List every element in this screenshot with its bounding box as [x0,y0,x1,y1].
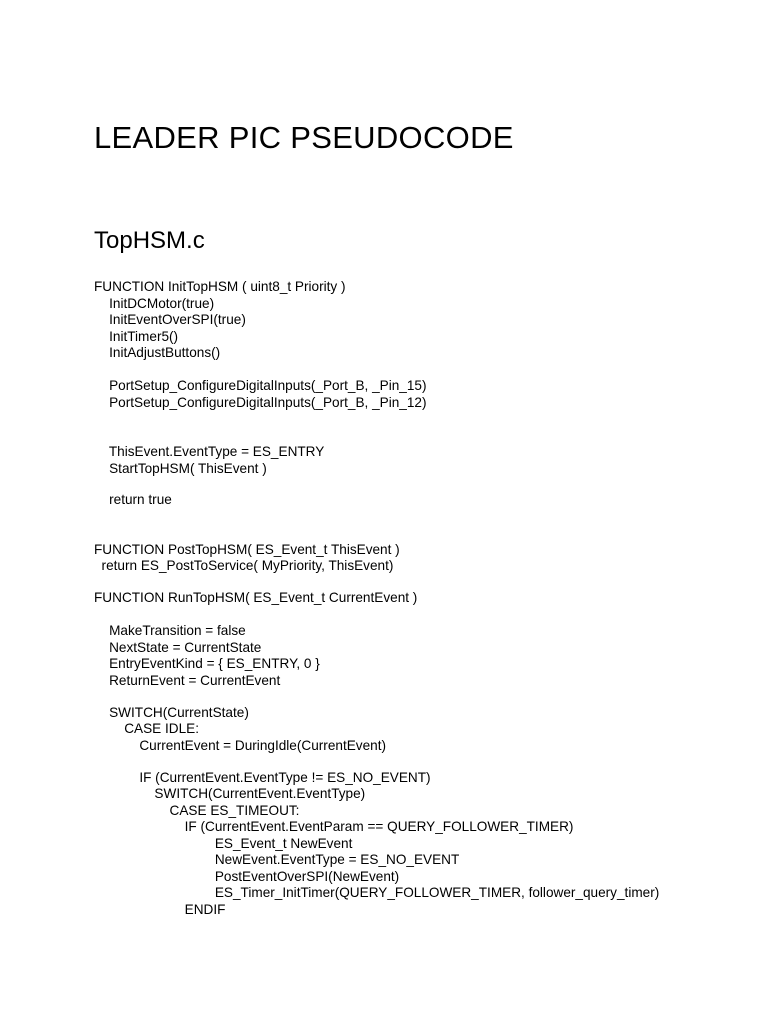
code-line: FUNCTION PostTopHSM( ES_Event_t ThisEvent ) [94,541,400,557]
code-line: PortSetup_ConfigureDigitalInputs(_Port_B, _Pin_12) [94,394,427,410]
code-line: FUNCTION InitTopHSM ( uint8_t Priority ) [94,279,346,294]
code-line: CurrentEvent = DuringIdle(CurrentEvent) [94,737,387,753]
code-line: InitEventOverSPI(true) [94,312,246,327]
code-line: SWITCH(CurrentEvent.EventType) [94,786,366,801]
code-line: ReturnEvent = CurrentEvent [94,672,281,688]
code-line: IF (CurrentEvent.EventType != ES_NO_EVENT) [94,769,431,785]
page-title: LEADER PIC PSEUDOCODE [94,120,514,155]
code-line: ES_Timer_InitTimer(QUERY_FOLLOWER_TIMER, follower_query_timer) [94,885,660,900]
code-line: InitAdjustButtons() [94,345,221,360]
code-line: ES_Event_t NewEvent [94,835,353,851]
code-line: ThisEvent.EventType = ES_ENTRY [94,444,325,459]
code-line: StartTopHSM( ThisEvent ) [94,460,267,476]
section-title: TopHSM.c [94,227,205,254]
code-line: CASE IDLE: [94,721,200,736]
code-line: InitDCMotor(true) [94,295,215,311]
code-line: return true [94,492,172,507]
code-line: FUNCTION RunTopHSM( ES_Event_t CurrentEvent ) [94,590,418,605]
code-line: PostEventOverSPI(NewEvent) [94,868,400,884]
code-line: NextState = CurrentState [94,639,262,655]
code-line: return ES_PostToService( MyPriority, ThisEvent) [94,558,394,573]
code-line: ENDIF [94,901,226,917]
code-line: EntryEventKind = { ES_ENTRY, 0 } [94,656,320,671]
code-line: InitTimer5() [94,328,179,344]
code-line: IF (CurrentEvent.EventParam == QUERY_FOLLOWER_TIMER) [94,819,574,834]
code-line: MakeTransition = false [94,623,246,638]
code-line: PortSetup_ConfigureDigitalInputs(_Port_B, _Pin_15) [94,378,427,393]
code-line: CASE ES_TIMEOUT: [94,802,300,818]
code-line: NewEvent.EventType = ES_NO_EVENT [94,852,460,867]
code-line: SWITCH(CurrentState) [94,704,249,720]
